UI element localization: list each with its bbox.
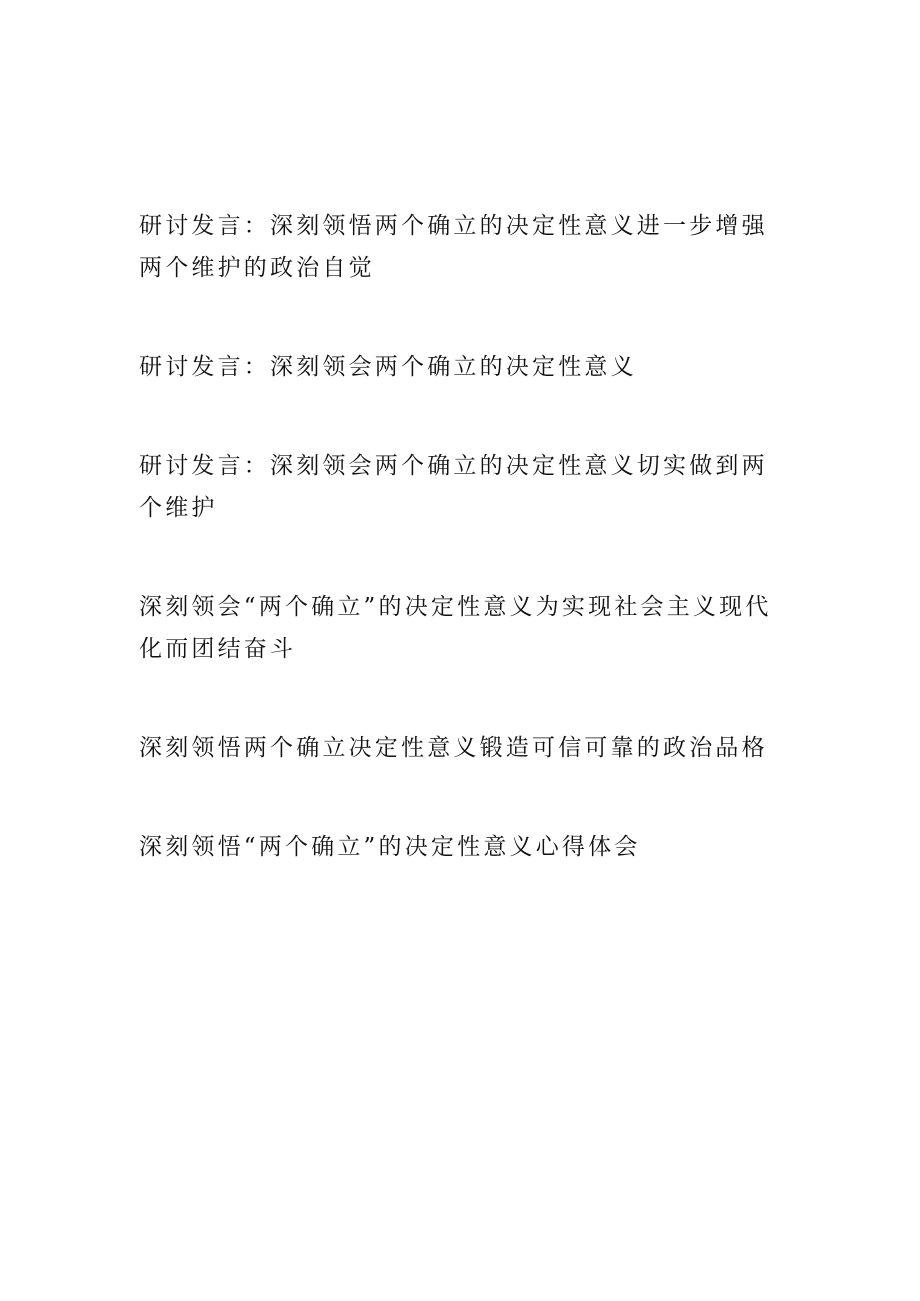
list-item <box>139 586 789 670</box>
list-item <box>139 346 789 388</box>
title-list <box>139 205 789 925</box>
title-text: 深刻领悟“两个确立”的决定性意义心得体会 <box>139 834 641 860</box>
title-text: 研讨发言：深刻领会两个确立的决定性意义 <box>139 354 637 380</box>
list-item <box>139 205 789 289</box>
title-text: 深刻领悟两个确立决定性意义锻造可信可靠的政治品格 <box>139 735 768 761</box>
title-text: 深刻领会“两个确立”的决定性意义为实现社会主义现代化而团结奋斗 <box>139 594 772 662</box>
list-item <box>139 445 789 529</box>
list-item <box>139 826 789 868</box>
list-item <box>139 727 789 769</box>
title-text: 研讨发言：深刻领悟两个确立的决定性意义进一步增强两个维护的政治自觉 <box>139 213 768 281</box>
title-text: 研讨发言：深刻领会两个确立的决定性意义切实做到两个维护 <box>139 453 768 521</box>
